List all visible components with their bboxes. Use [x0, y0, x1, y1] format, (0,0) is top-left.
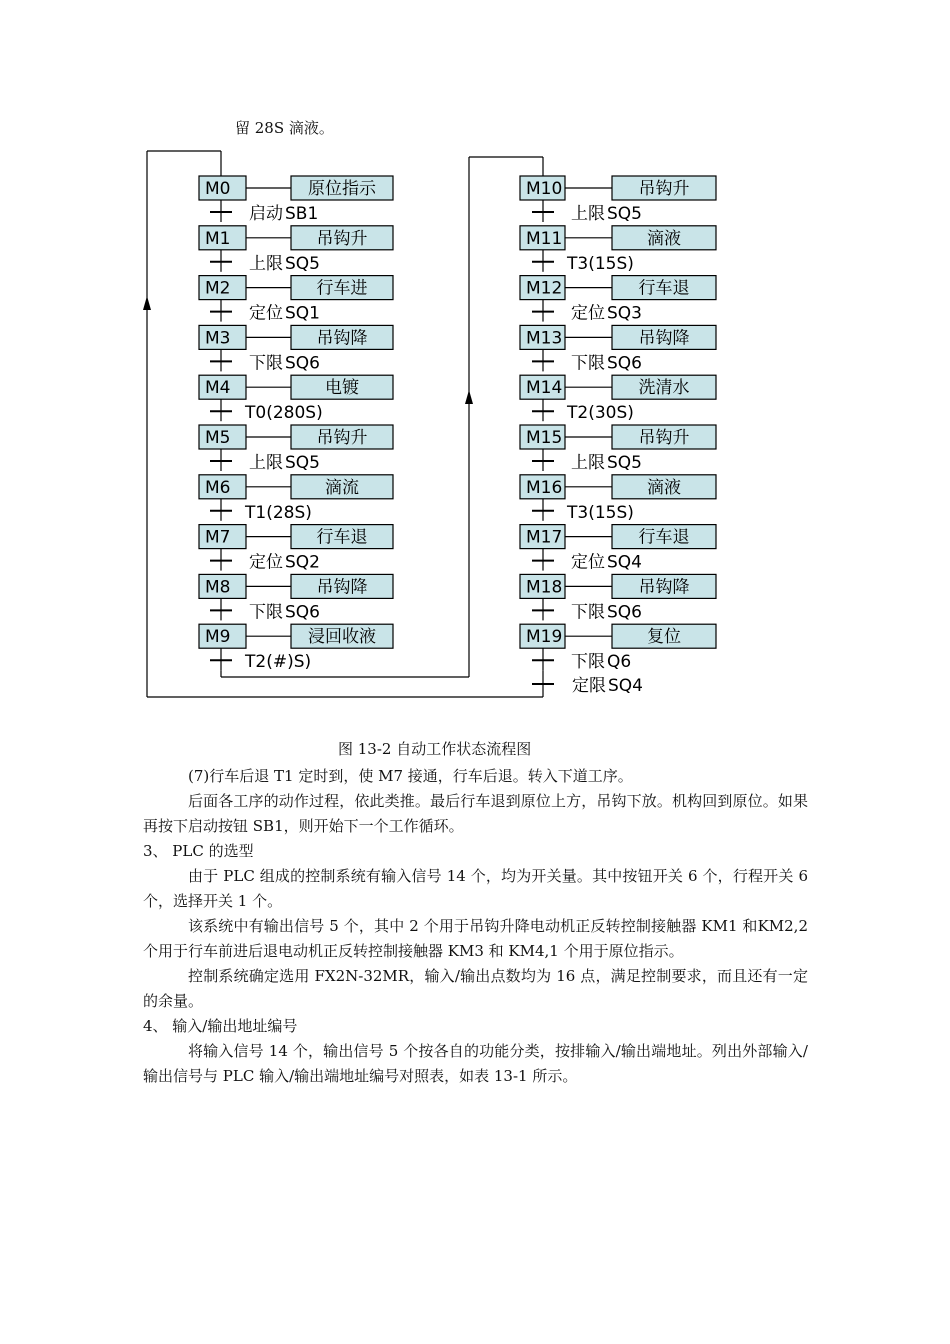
condition-value: T3(15S) [567, 253, 634, 274]
condition-value: SQ4 [608, 676, 643, 696]
condition-value: T2(#)S) [245, 652, 312, 673]
condition-value: T0(280S) [245, 403, 323, 424]
condition-value: SQ5 [607, 204, 642, 224]
condition-value: T1(28S) [245, 502, 312, 523]
section-heading-4: 4、 输入/输出地址编号 [143, 1017, 298, 1035]
action-label: 洗清水 [638, 378, 690, 399]
action-label: 浸回收液 [308, 627, 376, 648]
section-heading-3: 3、 PLC 的选型 [143, 842, 254, 860]
action-label: 复位 [647, 627, 681, 648]
step-label: M8 [205, 577, 231, 598]
top-note: 留 28S 滴液。 [235, 119, 334, 137]
condition-value: SQ5 [285, 453, 320, 473]
step-label: M15 [526, 428, 563, 448]
action-label: 吊钩降 [638, 328, 690, 349]
action-label: 吊钩升 [316, 228, 368, 249]
step-label: M14 [526, 378, 563, 399]
condition-value: SQ6 [285, 602, 320, 623]
step-label: M9 [205, 627, 231, 648]
step-label: M12 [526, 278, 563, 299]
step-label: M19 [526, 627, 563, 648]
paragraph-2: 后面各工序的动作过程，依此类推。最后行车退到原位上方，吊钩下放。机构回到原位。如果再按下启动按钮 SB1，则开始下一个工作循环。 [143, 792, 808, 835]
condition-value: SQ5 [285, 253, 320, 274]
action-label: 滴液 [647, 228, 681, 249]
condition-value: SQ4 [607, 552, 642, 573]
condition-value: SB1 [285, 204, 319, 224]
condition-label: 定位 [249, 552, 283, 573]
step-label: M16 [526, 477, 563, 498]
action-label: 吊钩降 [316, 328, 368, 349]
condition-value: SQ3 [607, 303, 642, 324]
action-label: 滴液 [647, 477, 681, 498]
step-label: M5 [205, 428, 231, 448]
action-label: 吊钩升 [316, 428, 368, 448]
condition-label: 下限 [571, 652, 605, 673]
paragraph-4: 由于 PLC 组成的控制系统有输入信号 14 个，均为开关量。其中按钮开关 6 个，行程开关 6 个，选择开关 1 个。 [143, 867, 808, 910]
step-label: M1 [205, 228, 231, 249]
figure-caption: 图 13-2 自动工作状态流程图 [338, 740, 532, 758]
paragraph-1: (7)行车后退 T1 定时到，使 M7 接通，行车后退。转入下道工序。 [188, 767, 633, 785]
action-label: 行车退 [316, 527, 368, 548]
condition-label: 下限 [249, 602, 283, 623]
condition-value: SQ2 [285, 552, 320, 573]
step-label: M11 [526, 228, 563, 249]
condition-label: 上限 [249, 253, 283, 274]
step-label: M6 [205, 477, 231, 498]
step-label: M13 [526, 328, 563, 349]
step-label: M10 [526, 179, 563, 199]
paragraph-5: 该系统中有输出信号 5 个，其中 2 个用于吊钩升降电动机正反转控制接触器 KM1 和KM2,2 个用于行车前进后退电动机正反转控制接触器 KM3 和 KM4,1 个用于原位指示。 [143, 917, 808, 960]
condition-label: 定限 [572, 676, 606, 696]
step-label: M0 [205, 179, 231, 199]
condition-label: 下限 [571, 602, 605, 623]
arrow-up-icon [465, 390, 473, 404]
action-label: 行车退 [638, 527, 690, 548]
step-label: M2 [205, 278, 231, 299]
condition-value: SQ6 [607, 353, 642, 374]
condition-label: 上限 [571, 204, 605, 224]
step-label: M7 [205, 527, 231, 548]
paragraph-8: 将输入信号 14 个，输出信号 5 个按各自的功能分类，按排输入/输出端地址。列出外部输入/输出信号与 PLC 输入/输出端地址编号对照表，如表 13-1 所示。 [143, 1042, 808, 1085]
action-label: 吊钩降 [316, 577, 368, 598]
condition-value: T2(30S) [567, 403, 634, 424]
action-label: 吊钩降 [638, 577, 690, 598]
condition-value: SQ5 [607, 453, 642, 473]
paragraph-6: 控制系统确定选用 FX2N-32MR，输入/输出点数均为 16 点，满足控制要求，而且还有一定的余量。 [143, 967, 808, 1010]
condition-value: Q6 [607, 652, 632, 673]
step-label: M4 [205, 378, 231, 399]
action-label: 滴流 [325, 477, 359, 498]
action-label: 吊钩升 [638, 428, 690, 448]
condition-label: 定位 [571, 303, 605, 324]
condition-label: 上限 [571, 453, 605, 473]
condition-label: 下限 [249, 353, 283, 374]
condition-label: 上限 [249, 453, 283, 473]
action-label: 原位指示 [308, 179, 376, 199]
action-label: 行车退 [638, 278, 690, 299]
action-label: 电镀 [325, 378, 359, 399]
condition-label: 启动 [249, 204, 283, 224]
condition-value: SQ1 [285, 303, 320, 324]
condition-label: 定位 [249, 303, 283, 324]
action-label: 吊钩升 [638, 179, 690, 199]
arrow-up-icon [143, 296, 151, 310]
condition-value: SQ6 [285, 353, 320, 374]
step-label: M17 [526, 527, 563, 548]
step-label: M18 [526, 577, 563, 598]
condition-value: SQ6 [607, 602, 642, 623]
action-label: 行车进 [316, 278, 368, 299]
condition-label: 下限 [571, 353, 605, 374]
condition-value: T3(15S) [567, 502, 634, 523]
step-label: M3 [205, 328, 231, 349]
condition-label: 定位 [571, 552, 605, 573]
